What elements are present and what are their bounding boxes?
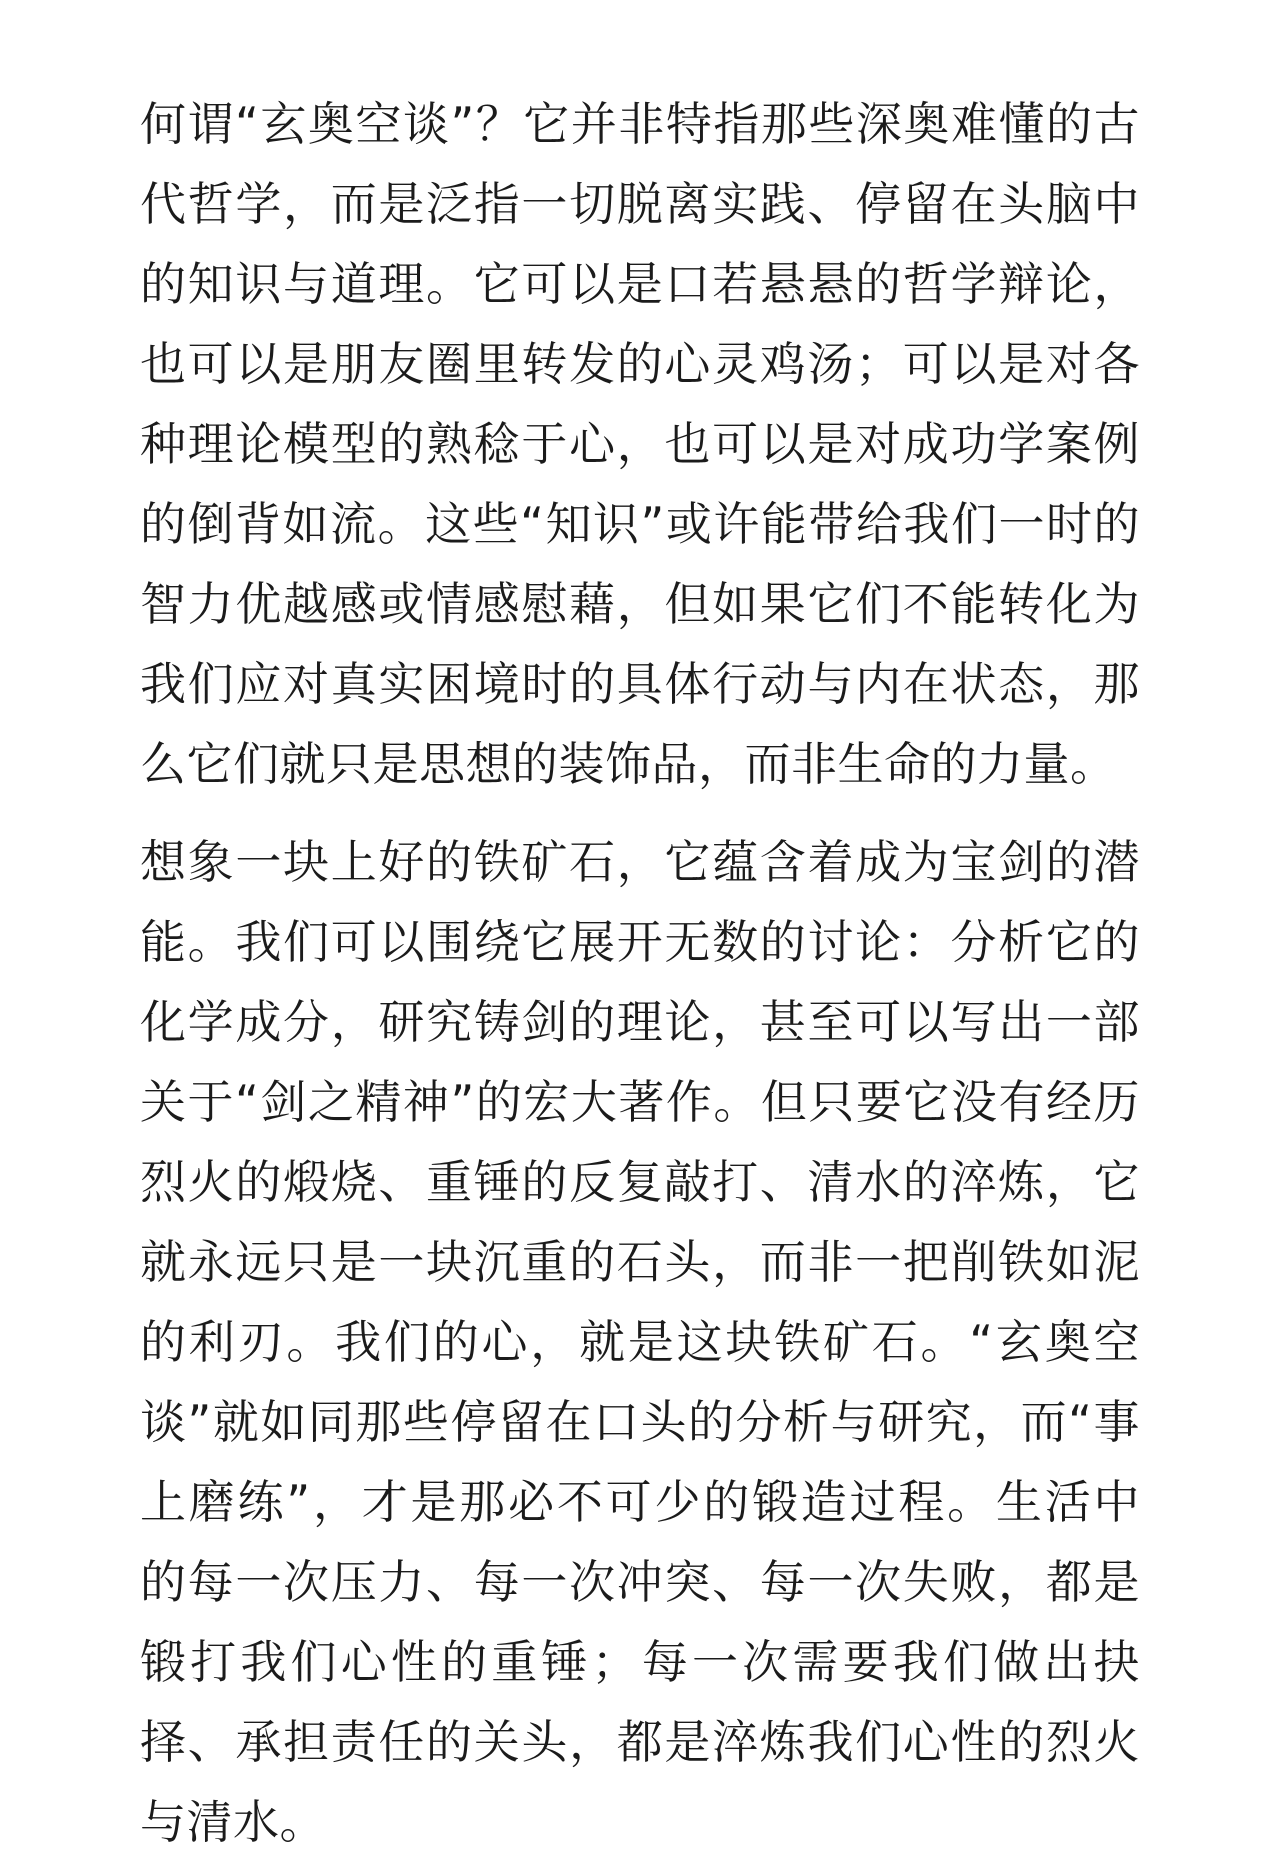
article-body: [140, 84, 1140, 1862]
paragraph-2: 想象一块上好的铁矿石，它蕴含着成为宝剑的潜能。我们可以围绕它展开无数的讨论：分析它的化学成分，研究铸剑的理论，甚至可以写出一部关于“剑之精神”的宏大著作。但只要它没有经历烈火的煅烧、重锤的反复敲打、清水的淬炼，它就永远只是一块沉重的石头，而非一把削铁如泥的利刃。我们的心，就是这块铁矿石。“玄奥空谈”就如同那些停留在口头的分析与研究，而“事上磨练”，才是那必不可少的锻造过程。生活中的每一次压力、每一次冲突、每一次失败，都是锻打我们心性的重锤；每一次需要我们做出抉择、承担责任的关头，都是淬炼我们心性的烈火与清水。: [140, 835, 1140, 1849]
paragraph-1: 何谓“玄奥空谈”？它并非特指那些深奥难懂的古代哲学，而是泛指一切脱离实践、停留在头脑中的知识与道理。它可以是口若悬悬的哲学辩论，也可以是朋友圈里转发的心灵鸡汤；可以是对各种理论模型的熟稔于心，也可以是对成功学案例的倒背如流。这些“知识”或许能带给我们一时的智力优越感或情感慰藉，但如果它们不能转化为我们应对真实困境时的具体行动与内在状态，那么它们就只是思想的装饰品，而非生命的力量。: [140, 97, 1140, 791]
